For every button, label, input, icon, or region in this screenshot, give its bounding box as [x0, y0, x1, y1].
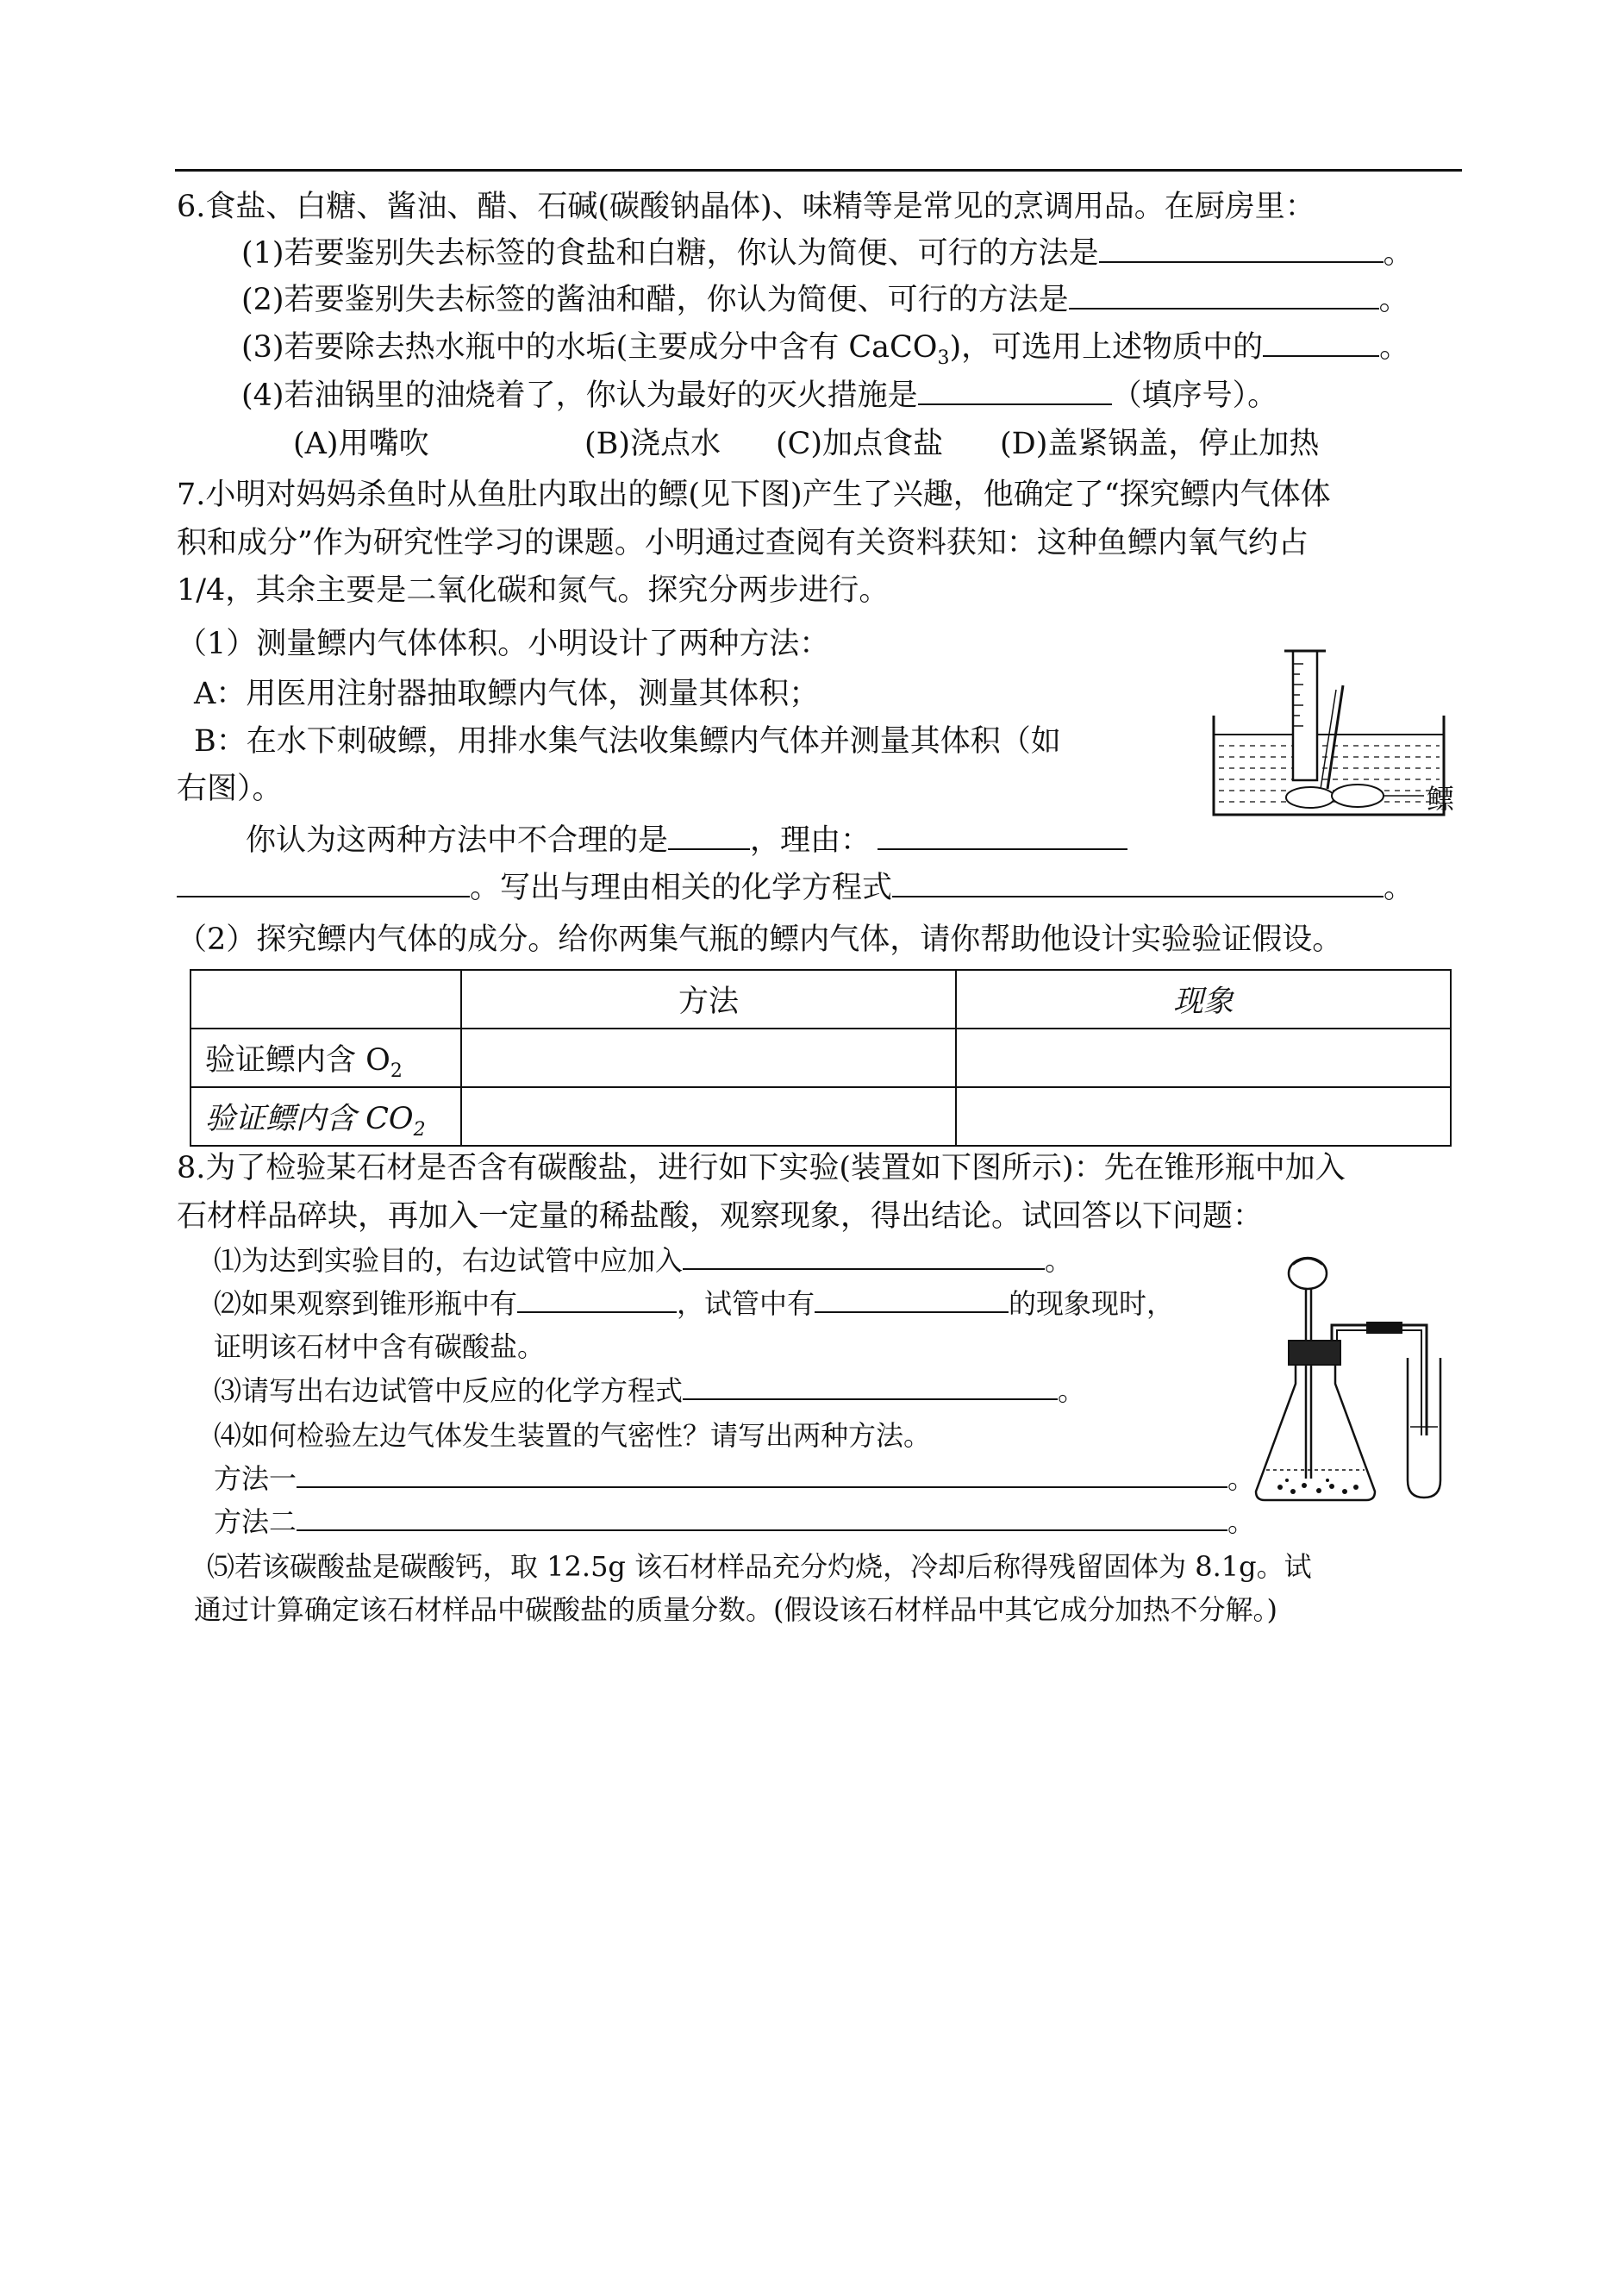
q7-reason-blank[interactable]	[878, 822, 1127, 850]
row-verify-co2-sub: 2	[413, 1119, 426, 1141]
q7-equation-line	[177, 869, 1414, 907]
q8-part1	[214, 1241, 1072, 1279]
q8-flask-blank[interactable]	[517, 1285, 677, 1313]
q8-stem-line2: 石材样品碎块，再加入一定量的稀盐酸，观察现象，得出结论。试回答以下问题：	[177, 1199, 1264, 1234]
row-verify-o2	[191, 1029, 461, 1087]
q8-part3-end: 。	[1058, 1374, 1086, 1407]
cell-co2-phenomenon[interactable]	[956, 1087, 1451, 1146]
cell-o2-method[interactable]	[461, 1029, 956, 1087]
q7-section1: （1）测量鳔内气体体积。小明设计了两种方法：	[177, 627, 830, 661]
table-header-method: 方法	[461, 970, 956, 1029]
q7-stem-line2: 积和成分”作为研究性学习的课题。小明通过查阅有关资料获知：这种鱼鳔内氧气约占	[177, 526, 1309, 560]
q6-part3-text-b: )，可选用上述物质中的	[949, 330, 1264, 365]
q8-part2-conclusion: 证明该石材中含有碳酸盐。	[214, 1330, 546, 1363]
q7-ask-text2: ，理由：	[750, 823, 871, 858]
q7-ask-text1: 你认为这两种方法中不合理的是	[246, 823, 669, 858]
q8-part2-text-a: ⑵如果观察到锥形瓶中有	[214, 1287, 518, 1320]
q6-stem: 6.食盐、白糖、酱油、醋、石碱(碳酸钠晶体)、味精等是常见的烹调用品。在厨房里：	[177, 190, 1315, 224]
q6-part1-text: (1)若要鉴别失去标签的食盐和白糖，你认为简便、可行的方法是	[241, 236, 1099, 271]
row-verify-co2	[191, 1087, 461, 1146]
row-verify-o2-text: 验证鳔内含 O	[205, 1043, 390, 1078]
q6-option-a: (A)用嘴吹	[293, 427, 429, 461]
q7-equation-blank[interactable]	[892, 870, 1384, 897]
q7-stem-line1: 7.小明对妈妈杀鱼时从鱼肚内取出的鳔(见下图)产生了兴趣，他确定了“探究鳔内气体体	[177, 478, 1331, 512]
q7-ask	[246, 822, 1127, 860]
q8-method1-end: 。	[1227, 1462, 1256, 1495]
row-verify-co2-text: 验证鳔内含 CO	[205, 1102, 414, 1136]
q6-part3-text-a: (3)若要除去热水瓶中的水垢(主要成分中含有 CaCO	[241, 330, 938, 365]
q8-method2-end: 。	[1227, 1505, 1256, 1538]
q6-part2-text: (2)若要鉴别失去标签的酱油和醋，你认为简便、可行的方法是	[241, 283, 1069, 317]
q7-section2: （2）探究鳔内气体的成分。给你两集气瓶的鳔内气体，请你帮助他设计实验验证假设。	[177, 922, 1343, 957]
q8-method2-blank[interactable]	[297, 1504, 1227, 1531]
q6-part2-end: 。	[1378, 283, 1409, 317]
q8-method2-label: 方法二	[214, 1505, 297, 1538]
table-header-phenomenon: 现象	[956, 970, 1451, 1029]
q7-unreasonable-blank[interactable]	[668, 822, 750, 850]
q6-part3-end: 。	[1379, 330, 1410, 365]
q8-part3-text: ⑶请写出右边试管中反应的化学方程式	[214, 1374, 684, 1407]
bladder-label: 鳔	[1427, 783, 1455, 816]
q8-method1-blank[interactable]	[297, 1460, 1227, 1488]
q6-part4-text: (4)若油锅里的油烧着了，你认为最好的灭火措施是	[241, 378, 918, 413]
q8-part2-text-c: 的现象现时，	[1009, 1287, 1175, 1320]
q8-tube-blank[interactable]	[815, 1285, 1009, 1313]
q7-method-a: A：用医用注射器抽取鳔内气体，测量其体积；	[194, 677, 820, 711]
q6-part1	[241, 235, 1414, 272]
q6-option-d: (D)盖紧锅盖，停止加热	[1000, 427, 1320, 461]
q8-stem-line1: 8.为了检验某石材是否含有碳酸盐，进行如下实验(装置如下图所示)：先在锥形瓶中加入	[177, 1151, 1346, 1185]
q8-part2	[214, 1285, 1174, 1323]
q7-stem-line3: 1/4，其余主要是二氧化碳和氮气。探究分两步进行。	[177, 573, 890, 608]
table-row	[191, 1029, 1451, 1087]
q7-method-b-line1: B：在水下刺破鳔，用排水集气法收集鳔内气体并测量其体积（如	[194, 724, 1061, 759]
q8-method1	[214, 1460, 1255, 1498]
q8-part1-blank[interactable]	[683, 1242, 1045, 1270]
cell-co2-method[interactable]	[461, 1087, 956, 1146]
q8-part3-blank[interactable]	[683, 1373, 1058, 1400]
q6-option-c: (C)加点食盐	[776, 427, 944, 461]
q8-part3	[214, 1372, 1085, 1410]
q6-part4	[241, 377, 1277, 415]
row-verify-o2-sub: 2	[390, 1060, 403, 1082]
q7-equation-end: 。	[1384, 871, 1415, 905]
q7-experiment-table	[190, 969, 1452, 1147]
cell-o2-phenomenon[interactable]	[956, 1029, 1451, 1087]
q6-part4-tail: （填序号）。	[1111, 378, 1278, 413]
q8-part1-text: ⑴为达到实验目的，右边试管中应加入	[214, 1244, 684, 1277]
table-header-row	[191, 970, 1451, 1029]
q6-part1-end: 。	[1383, 236, 1414, 271]
q8-part5-line1: ⑸若该碳酸盐是碳酸钙，取 12.5g 该石材样品充分灼烧，冷却后称得残留固体为 8.1g。试	[207, 1550, 1312, 1583]
q6-part2	[241, 281, 1409, 319]
q6-part3-blank[interactable]	[1263, 329, 1379, 357]
q6-part2-blank[interactable]	[1069, 282, 1379, 310]
q6-part4-blank[interactable]	[918, 378, 1112, 405]
q8-part4: ⑷如何检验左边气体发生装置的气密性？请写出两种方法。	[214, 1419, 932, 1452]
q6-option-b: (B)浇点水	[584, 427, 721, 461]
q7-reason-blank-cont[interactable]	[177, 870, 470, 897]
table-row	[191, 1087, 1451, 1146]
table-header-empty	[191, 970, 461, 1029]
q8-part5-line2: 通过计算确定该石材样品中碳酸盐的质量分数。(假设该石材样品中其它成分加热不分解。)	[194, 1593, 1277, 1626]
q6-part3	[241, 328, 1410, 369]
q7-ask-text3: 。写出与理由相关的化学方程式	[470, 871, 893, 905]
q8-method2	[214, 1503, 1255, 1541]
q6-part3-subscript: 3	[937, 347, 950, 369]
q8-part1-end: 。	[1045, 1244, 1073, 1277]
q8-method1-label: 方法一	[214, 1462, 297, 1495]
q7-method-b-line2: 右图）。	[177, 772, 283, 806]
gas-generation-apparatus-figure	[1246, 1254, 1461, 1513]
q6-part1-blank[interactable]	[1099, 235, 1384, 263]
header-rule	[175, 169, 1462, 172]
q8-part2-text-b: ，试管中有	[677, 1287, 815, 1320]
